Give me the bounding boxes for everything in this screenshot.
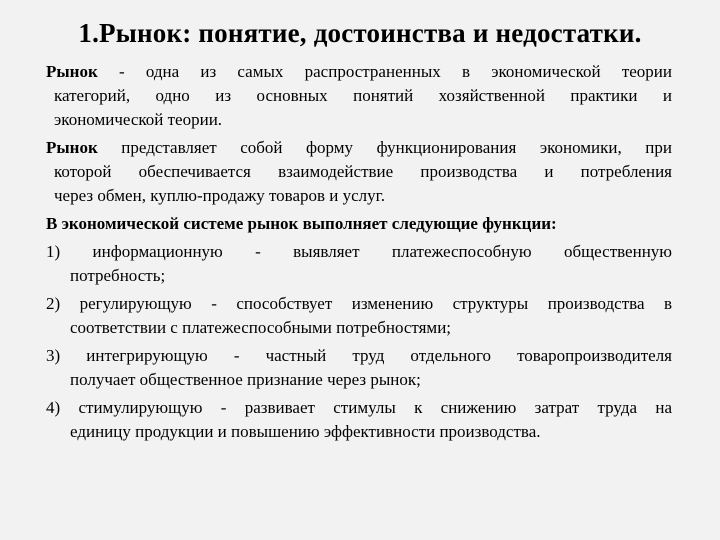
slide-content: [46, 60, 672, 448]
function-4-line-2: единицу продукции и повышению эффективности производства.: [70, 422, 541, 441]
definition-1-line-3: экономической теории.: [54, 110, 223, 129]
function-item-4: [46, 396, 672, 444]
function-2-line-1: 2) регулирующую - способствует изменению структуры производства в: [46, 294, 672, 313]
definition-paragraph-1: [46, 60, 672, 132]
function-3-line-2: получает общественное признание через рынок;: [70, 370, 421, 389]
definition-1-term: Рынок: [46, 62, 98, 81]
function-1-line-1: 1) информационную - выявляет платежеспособную общественную: [46, 242, 672, 261]
definition-paragraph-2: [46, 136, 672, 208]
function-item-1: [46, 240, 672, 288]
function-3-line-1: 3) интегрирующую - частный труд отдельного товаропроизводителя: [46, 346, 672, 365]
function-2-line-2: соответствии с платежеспособными потребностями;: [70, 318, 452, 337]
definition-1-line-1: [46, 60, 672, 84]
function-4-line-1: 4) стимулирующую - развивает стимулы к снижению затрат труда на: [46, 398, 672, 417]
function-item-2: [46, 292, 672, 340]
definition-1-line-2: категорий, одно из основных понятий хозяйственной практики и: [54, 86, 672, 105]
functions-heading: В экономической системе рынок выполняет следующие функции:: [46, 214, 557, 233]
definition-2-term: Рынок: [46, 138, 98, 157]
definition-1-line-1-text: - одна из самых распространенных в экономической теории: [97, 62, 672, 81]
definition-2-line-3: через обмен, куплю-продажу товаров и услуг.: [54, 186, 385, 205]
slide-title: 1.Рынок: понятие, достоинства и недостатки.: [78, 18, 642, 48]
definition-2-line-1-text: представляет собой форму функционирования экономики, при: [97, 138, 672, 157]
definition-2-line-2: которой обеспечивается взаимодействие производства и потребления: [54, 162, 672, 181]
function-item-3: [46, 344, 672, 392]
definition-2-line-1: [46, 136, 672, 160]
function-1-line-2: потребность;: [70, 266, 166, 285]
